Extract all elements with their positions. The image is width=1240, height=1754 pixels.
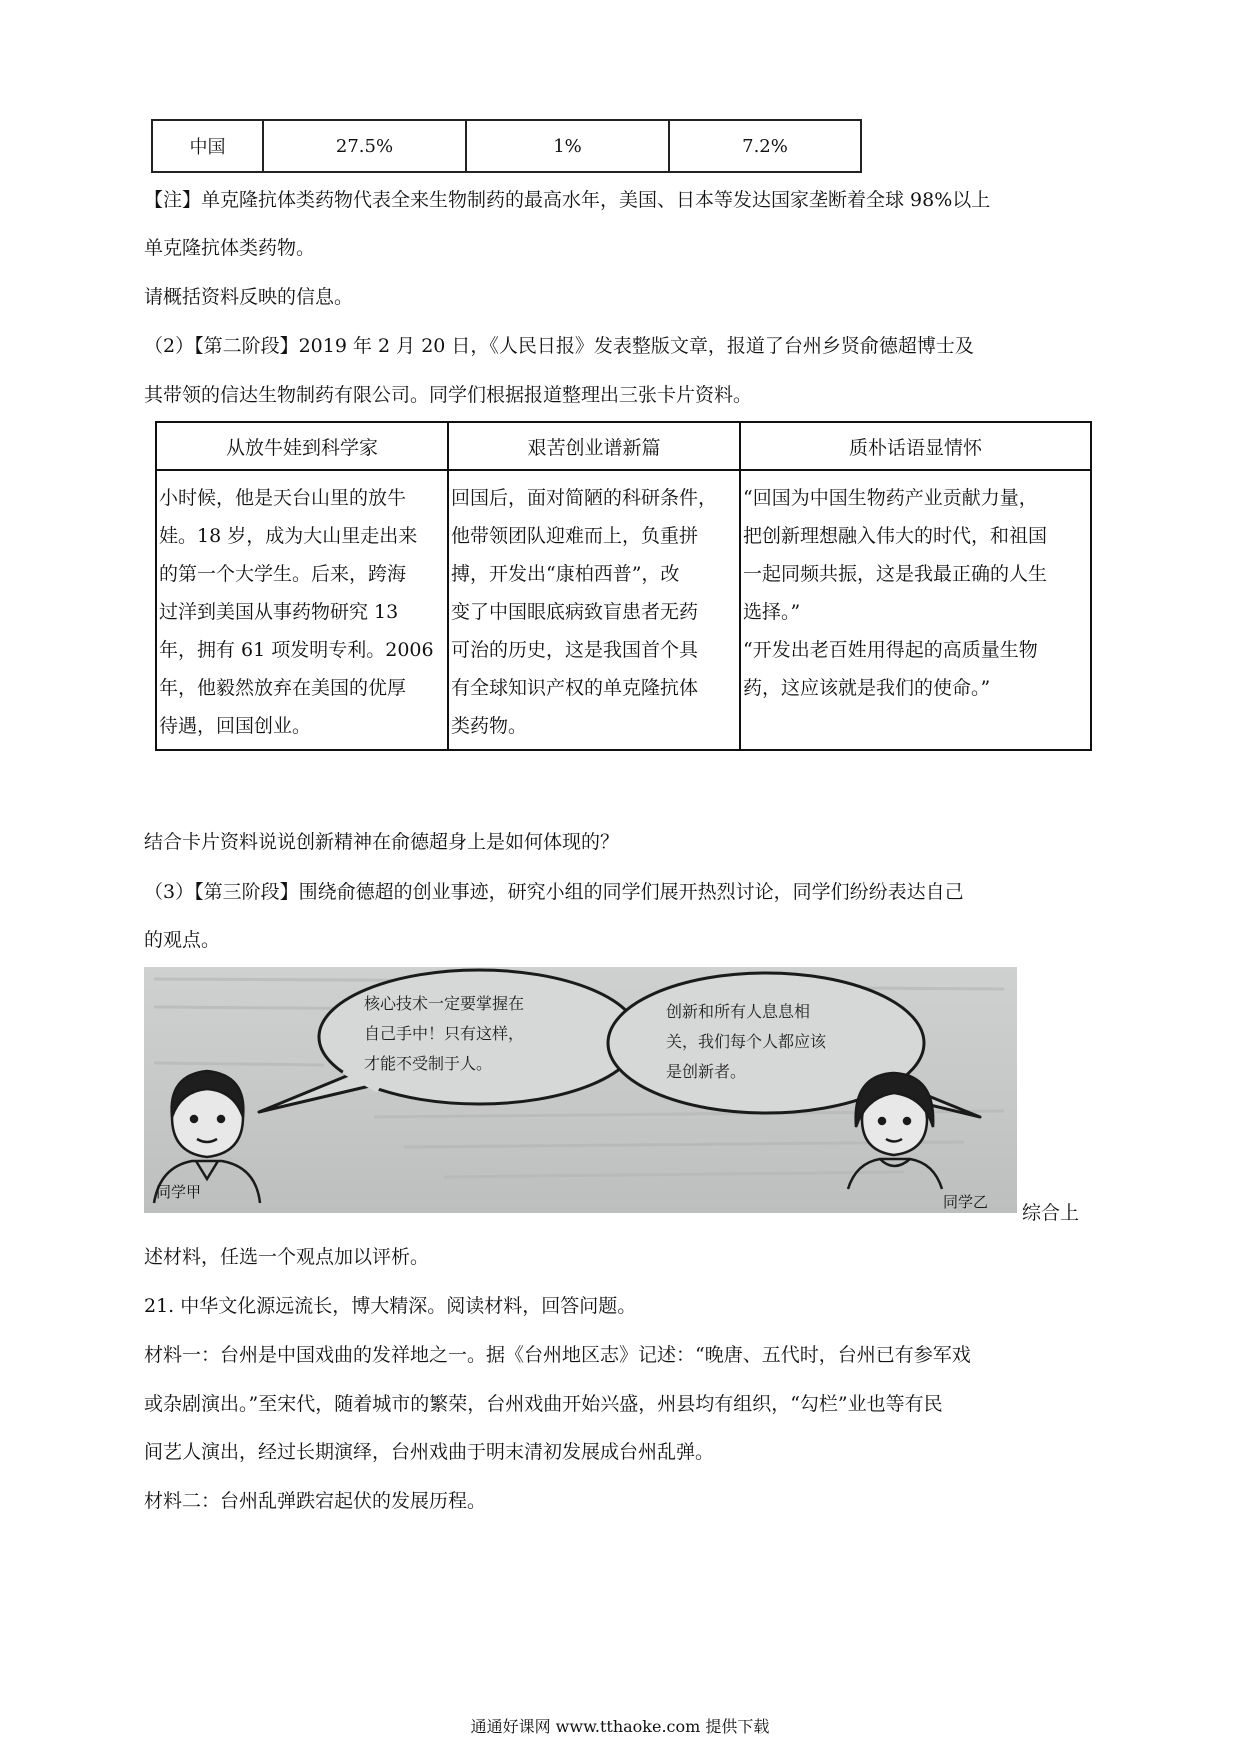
material1-line: 材料一：台州是中国戏曲的发祥地之一。据《台州地区志》记述：“晚唐、五代时，台州已有参军戏: [144, 1344, 971, 1366]
speech-line: 核心技术一定要掌握在: [364, 994, 525, 1013]
card-line: 一起同频共振，这是我最正确的人生: [743, 563, 1048, 585]
material2-line: 材料二：台州乱弹跌宕起伏的发展历程。: [144, 1490, 487, 1512]
stats-cell-value: 7.2%: [669, 120, 861, 172]
card-body: [740, 470, 1091, 750]
card-line: 类药物。: [451, 715, 528, 737]
card-line: 可治的历史，这是我国首个具: [451, 639, 699, 661]
speech-line: 关，我们每个人都应该: [666, 1032, 827, 1051]
student-b-speech: [666, 997, 826, 1087]
speech-line: 是创新者。: [666, 1062, 747, 1081]
student-b-label: 同学乙: [943, 1193, 989, 1211]
card-line: “开发出老百姓用得起的高质量生物: [743, 639, 1038, 661]
card-line: 药，这应该就是我们的使命。”: [743, 677, 991, 699]
question-prompt: 述材料，任选一个观点加以评析。: [144, 1246, 430, 1268]
stats-cell-country: 中国: [152, 120, 263, 172]
student-a-label: 同学甲: [156, 1183, 202, 1201]
card-line: 有全球知识产权的单克隆抗体: [451, 677, 699, 699]
card-title: 艰苦创业谱新篇: [448, 422, 740, 470]
card-line: 年，拥有 61 项发明专利。2006: [159, 639, 434, 661]
footer-text: 通通好课网 www.tthaoke.com 提供下载: [470, 1717, 770, 1736]
question-prompt-inline: 综合上: [1022, 1202, 1080, 1224]
question-prompt: 请概括资料反映的信息。: [144, 286, 354, 308]
stage2-line: （2）【第二阶段】2019 年 2 月 20 日，《人民日报》发表整版文章，报道了台州乡贤俞德超博士及: [144, 335, 974, 357]
cards-table: [155, 421, 1092, 751]
card-line: 年，他毅然放弃在美国的优厚: [159, 677, 407, 699]
card-blank-line: [743, 707, 1088, 745]
note-line: 单克隆抗体类药物。: [144, 237, 316, 259]
speech-line: 才能不受制于人。: [364, 1054, 493, 1073]
stage3-line: 的观点。: [144, 929, 221, 951]
discussion-illustration: [144, 967, 1017, 1213]
card-body: [448, 470, 740, 750]
card-line: 过洋到美国从事药物研究 13: [159, 601, 399, 623]
card-line: 把创新理想融入伟大的时代，和祖国: [743, 525, 1048, 547]
card-line: 他带领团队迎难而上，负重拼: [451, 525, 699, 547]
stage2-line: 其带领的信达生物制药有限公司。同学们根据报道整理出三张卡片资料。: [144, 384, 753, 406]
speech-line: 创新和所有人息息相: [666, 1002, 811, 1021]
speech-line: 自己手中！只有这样，: [364, 1024, 525, 1043]
card-line: 变了中国眼底病致盲患者无药: [451, 601, 699, 623]
table-row: [156, 422, 1091, 470]
table-row: [152, 120, 861, 172]
card-line: 娃。18 岁，成为大山里走出来: [159, 525, 418, 547]
question-prompt: 结合卡片资料说说创新精神在俞德超身上是如何体现的？: [144, 831, 620, 853]
card-line: 小时候，他是天台山里的放牛: [159, 487, 407, 509]
card-line: 待遇，回国创业。: [159, 715, 312, 737]
note-line: 【注】单克隆抗体类药物代表全来生物制药的最高水年，美国、日本等发达国家垄断着全球 98%以上: [144, 189, 991, 211]
question-21-title: 21. 中华文化源远流长，博大精深。阅读材料，回答问题。: [144, 1295, 637, 1317]
table-row: [156, 470, 1091, 750]
card-line: 的第一个大学生。后来，跨海: [159, 563, 407, 585]
discussion-drawing: [144, 967, 1017, 1213]
card-line: 搏，开发出“康柏西普”，改: [451, 563, 680, 585]
card-title: 质朴话语显情怀: [740, 422, 1091, 470]
card-line: 回国后，面对简陋的科研条件，: [451, 487, 718, 509]
stage3-line: （3）【第三阶段】围绕俞德超的创业事迹，研究小组的同学们展开热烈讨论，同学们纷纷表达自己: [144, 881, 964, 903]
student-a-speech: [364, 989, 524, 1079]
material1-line: 间艺人演出，经过长期演绎，台州戏曲于明末清初发展成台州乱弹。: [144, 1441, 715, 1463]
card-title: 从放牛娃到科学家: [156, 422, 448, 470]
card-line: 选择。”: [743, 601, 801, 623]
stats-cell-value: 1%: [466, 120, 669, 172]
card-line: “回国为中国生物药产业贡献力量，: [743, 487, 1038, 509]
stats-table: [151, 119, 862, 173]
card-body: [156, 470, 448, 750]
stats-cell-value: 27.5%: [263, 120, 466, 172]
material1-line: 或杂剧演出。”至宋代，随着城市的繁荣，台州戏曲开始兴盛，州县均有组织，“勾栏”业也等有民: [144, 1393, 943, 1415]
